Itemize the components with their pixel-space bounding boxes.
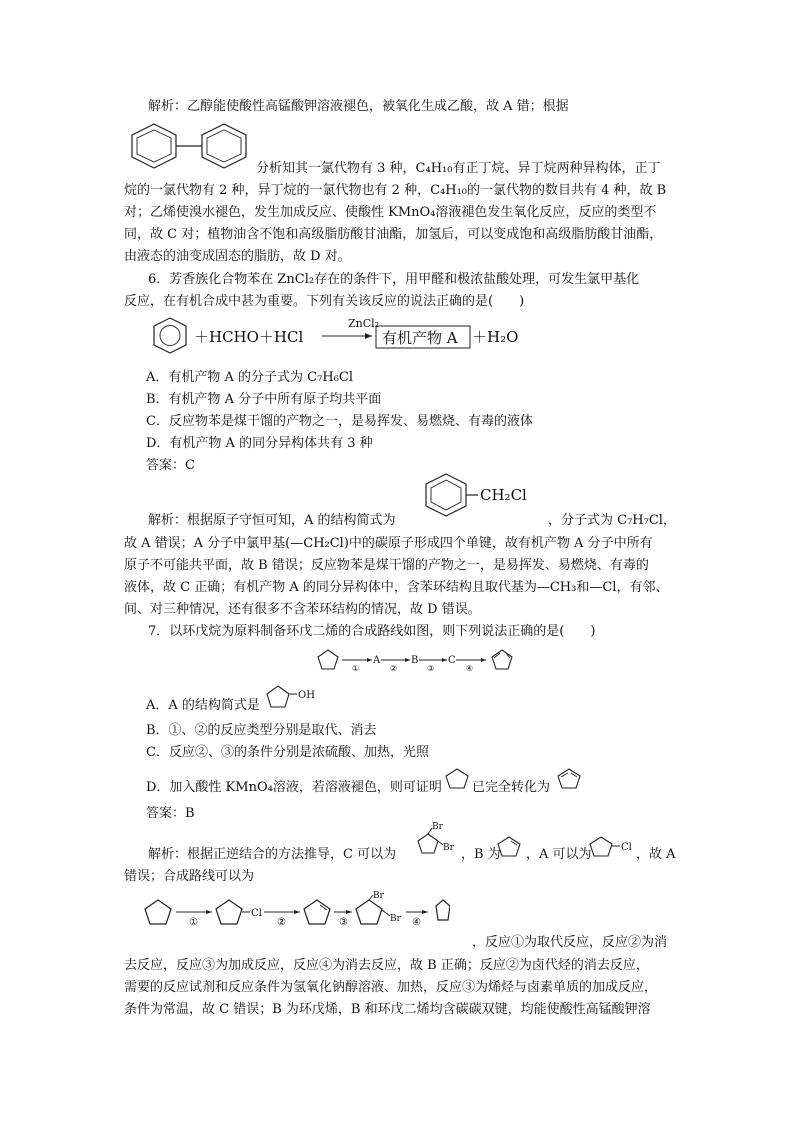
svg-text:Br: Br (390, 914, 401, 924)
reaction-equation-6 (150, 312, 530, 360)
benzyl-chloride-structure (418, 470, 558, 520)
text-line: 需要的反应试剂和反应条件为氢氧化钠醇溶液、加热，反应③为烯烃与卤素单质的加成反应， (124, 980, 658, 995)
ch2cl-label: CH₂Cl (480, 486, 527, 504)
svg-text:C: C (448, 655, 456, 666)
option-b: B．有机产物 A 分子中所有原子均共平面 (146, 392, 382, 407)
question-7-stem: 7．以环戊烷为原料制备环戊二烯的合成路线如图，则下列说法正确的是( ) (148, 624, 596, 639)
svg-text:①: ① (352, 664, 360, 673)
chlorocyclopentane-structure (588, 834, 638, 860)
synthesis-route-7 (314, 646, 534, 676)
water-text: ＋H₂O (472, 328, 519, 346)
biphenyl-structure (124, 118, 254, 174)
catalyst-label: ZnCl₂ (348, 317, 380, 330)
text-line: ，故 A (636, 847, 676, 862)
text-line: 液体，故 C 正确；有机产物 A 的同分异构体中，含苯环结构且取代基为—CH₃和—Cl，有邻、 (124, 580, 669, 595)
svg-text:④: ④ (412, 917, 421, 928)
dibromocyclopentane-structure (412, 820, 464, 862)
text-line: 已完全转化为 (472, 780, 551, 795)
text-line: 故 A 错误；A 分子中氯甲基(—CH₂Cl)中的碳原子形成四个单键，故有机产物 A 分子中所有 (124, 536, 653, 551)
question-6-stem: 反应，在有机合成中甚为重要。下列有关该反应的说法正确的是( ) (124, 294, 525, 309)
svg-text:③: ③ (339, 917, 348, 928)
text-line: 由液态的油变成固态的脂肪，故 D 对。 (124, 249, 351, 264)
product-box-label: 有机产物 A (382, 329, 458, 347)
svg-text:Br: Br (443, 843, 454, 853)
cyclopentanol-structure (264, 682, 324, 712)
answer-7: 答案：B (146, 806, 195, 821)
text-line: 去反应，反应③为加成反应，反应④为消去反应，故 B 正确；反应②为卤代烃的消去反应， (124, 958, 649, 973)
text-line: 同，故 C 对；植物油含不饱和高级脂肪酸甘油酯，加氢后，可以变成饱和高级脂肪酸甘油酯， (124, 227, 663, 242)
reactants-text: ＋HCHO＋HCl (194, 328, 304, 346)
option-c: C．反应物苯是煤干馏的产物之一，是易挥发、易燃烧、有毒的液体 (146, 414, 533, 429)
option-d: D．有机产物 A 的同分异构体共有 3 种 (146, 436, 373, 451)
text-line: 分析知其一氯代物有 3 种，C₄H₁₀有正丁烷、异丁烷两种异构体，正丁 (256, 161, 661, 176)
option-a: A．A 的结构简式是 (146, 698, 260, 713)
cyclopentane-structure (444, 766, 472, 790)
text-line: ，反应①为取代反应，反应②为消 (472, 935, 668, 950)
answer-6: 答案：C (146, 458, 195, 473)
text-line: 原子不可能共平面，故 B 错误；反应物苯是煤干馏的产物之一，是易挥发、易燃烧、有毒的 (124, 558, 649, 573)
text-line: 间、对三种情况，还有很多不含苯环结构的情况，故 D 错误。 (124, 602, 481, 617)
option-c: C．反应②、③的条件分别是浓硫酸、加热，光照 (146, 745, 429, 760)
svg-text:A: A (373, 655, 381, 666)
svg-text:Cl: Cl (621, 842, 632, 853)
svg-text:Br: Br (432, 822, 443, 832)
svg-text:①: ① (189, 917, 198, 928)
svg-text:Br: Br (373, 891, 384, 901)
text-line: 错误；合成路线可以为 (124, 869, 255, 884)
cyclopentene-structure (496, 834, 524, 858)
synthesis-route-detail (140, 890, 450, 934)
svg-text:OH: OH (298, 690, 315, 701)
text-line: ，A 可以为 (526, 847, 592, 862)
svg-text:④: ④ (466, 664, 474, 673)
svg-text:Cl: Cl (251, 908, 262, 919)
svg-text:B: B (411, 655, 419, 666)
text-line: 烷的一氯代物有 2 种，异丁烷的一氯代物也有 2 种，C₄H₁₀的一氯代物的数目共有 4 种，故 B (124, 183, 667, 198)
text-line: 对；乙烯使溴水褪色，发生加成反应、使酸性 KMnO₄溶液褪色发生氧化反应，反应的类型不 (124, 205, 657, 220)
option-d: D．加入酸性 KMnO₄溶液，若溶液褪色，则可证明 (146, 780, 442, 795)
option-b: B．①、②的反应类型分别是取代、消去 (146, 723, 377, 738)
text-line: ，B 为 (461, 847, 501, 862)
svg-text:②: ② (277, 917, 286, 928)
text-line: 解析：根据原子守恒可知，A 的结构简式为 (148, 513, 396, 528)
text-line: 条件为常温，故 C 错误；B 为环戊烯，B 和环戊二烯均含碳碳双键，均能使酸性高锰酸钾溶 (124, 1002, 651, 1017)
text-line: 解析：乙醇能使酸性高锰酸钾溶液褪色，被氧化生成乙酸，故 A 错；根据 (148, 99, 569, 114)
text-line: ，分子式为 C₇H₇Cl， (548, 513, 676, 528)
text-line: 解析：根据正逆结合的方法推导，C 可以为 (148, 847, 397, 862)
question-6-stem: 6．芳香族化合物苯在 ZnCl₂存在的条件下，用甲醛和极浓盐酸处理，可发生氯甲基化 (148, 272, 640, 287)
cyclopentadiene-structure (556, 766, 584, 790)
svg-text:②: ② (390, 664, 398, 673)
svg-text:③: ③ (427, 664, 435, 673)
option-a: A．有机产物 A 的分子式为 C₇H₆Cl (146, 370, 353, 385)
